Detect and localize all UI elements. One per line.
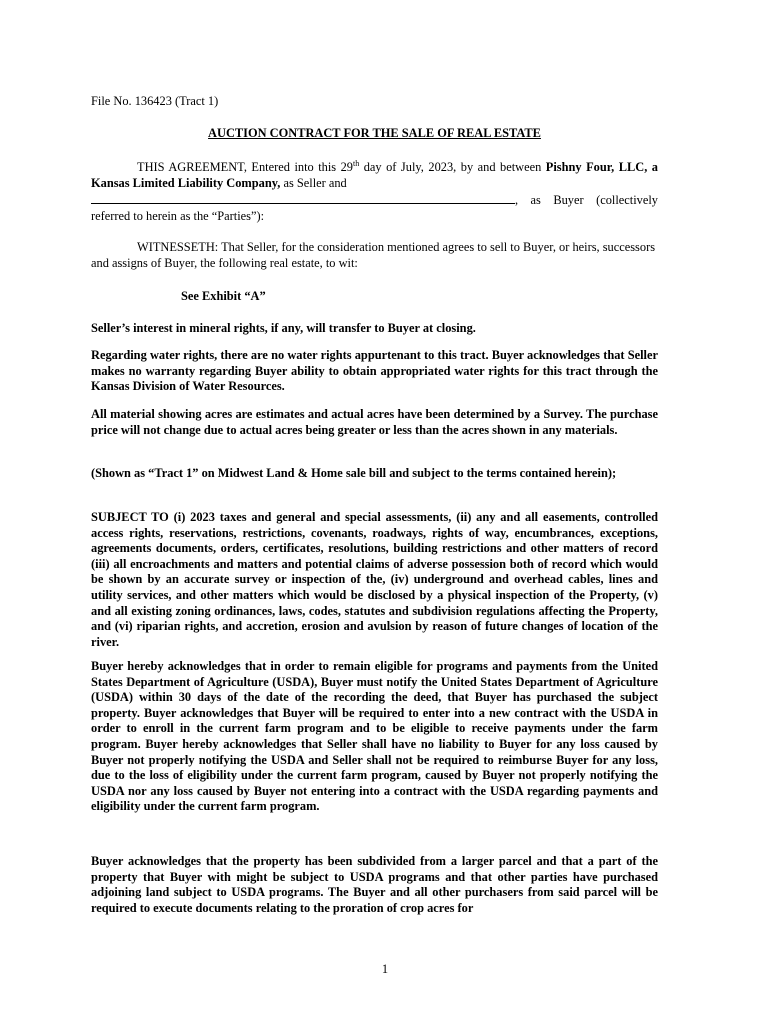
document-title: AUCTION CONTRACT FOR THE SALE OF REAL ESTATE [208,126,541,140]
file-number: File No. 136423 (Tract 1) [91,94,219,108]
agreement-date: day of July, 2023, by and between [359,160,546,174]
buyer-role: , as Buyer (collectively referred to herein as the “Parties”): [91,193,658,223]
usda-notice-paragraph: Buyer hereby acknowledges that in order to remain eligible for programs and payments from the United States Department of Agriculture (USDA), Buyer must notify the United States Department of Agriculture (USDA) within 30 days of the date of the recording the deed, that Buyer has purchased the subject property. Buyer acknowledges that Buyer will be required to enter into a new contract with the USDA in order to enroll in the current farm program and to be eligible to receive payments under the farm program. Buyer hereby acknowledges that Seller shall have no liability to Buyer for any loss caused by Buyer not properly notifying the USDA and Seller shall not be required to reimburse Buyer for any loss, due to the loss of eligibility under the current farm program, caused by Buyer not properly notifying the USDA nor any loss caused by Buyer not entering into a contract with the USDA regarding payments and eligibility under the current farm program. [91,659,658,814]
seller-name: Pishny Four, LLC, a Kansas Limited Liability Company, [91,160,658,190]
subdivided-property-paragraph: Buyer acknowledges that the property has been subdivided from a larger parcel and that a part of the property that Buyer with might be subject to USDA programs and that other parties have purchased adjoining land subject to USDA programs. The Buyer and all other purchasers from said parcel will be required to execute documents relating to the proration of crop acres for [91,854,658,915]
agreement-intro: THIS AGREEMENT, Entered into this 29 [137,160,353,174]
acres-paragraph: All material showing acres are estimates and actual acres have been determined by a Survey. The purchase price will not change due to actual acres being greater or less than the acres shown in any materials. [91,407,658,437]
shown-as-paragraph: (Shown as “Tract 1” on Midwest Land & Home sale bill and subject to the terms contained herein); [91,466,617,480]
buyer-name-blank[interactable] [91,191,515,204]
agreement-paragraph [91,160,658,224]
ordinal-suffix: th [353,158,360,168]
subject-to-paragraph: SUBJECT TO (i) 2023 taxes and general and special assessments, (ii) any and all easements, controlled access rights, reservations, restrictions, covenants, roadways, rights of way, encumbrances, exceptions, agreements documents, orders, certificates, resolutions, building restrictions and other matters of record (iii) all encroachments and matters and potential claims of adverse possession both of record which would be shown by an accurate survey or inspection of the, (iv) underground and overhead cables, lines and utility services, and other matters which would be disclosed by a physical inspection of the Property, (v) and all existing zoning ordinances, laws, codes, statutes and subdivision regulations affecting the Property, and (vi) riparian rights, and accretion, erosion and avulsion by reason of future changes of location of the river. [91,510,658,649]
exhibit-reference: See Exhibit “A” [181,289,266,303]
water-rights-paragraph: Regarding water rights, there are no water rights appurtenant to this tract. Buyer acknowledges that Seller makes no warranty regarding Buyer ability to obtain appropriated water rights for this tract through the Kansas Division of Water Resources. [91,348,658,394]
page-number: 1 [381,962,389,976]
mineral-rights-paragraph: Seller’s interest in mineral rights, if any, will transfer to Buyer at closing. [91,321,476,335]
seller-role: as Seller and [280,175,347,190]
witnesseth-paragraph: WITNESSETH: That Seller, for the consideration mentioned agrees to sell to Buyer, or heirs, successors and assigns of Buyer, the following real estate, to wit: [91,240,656,270]
